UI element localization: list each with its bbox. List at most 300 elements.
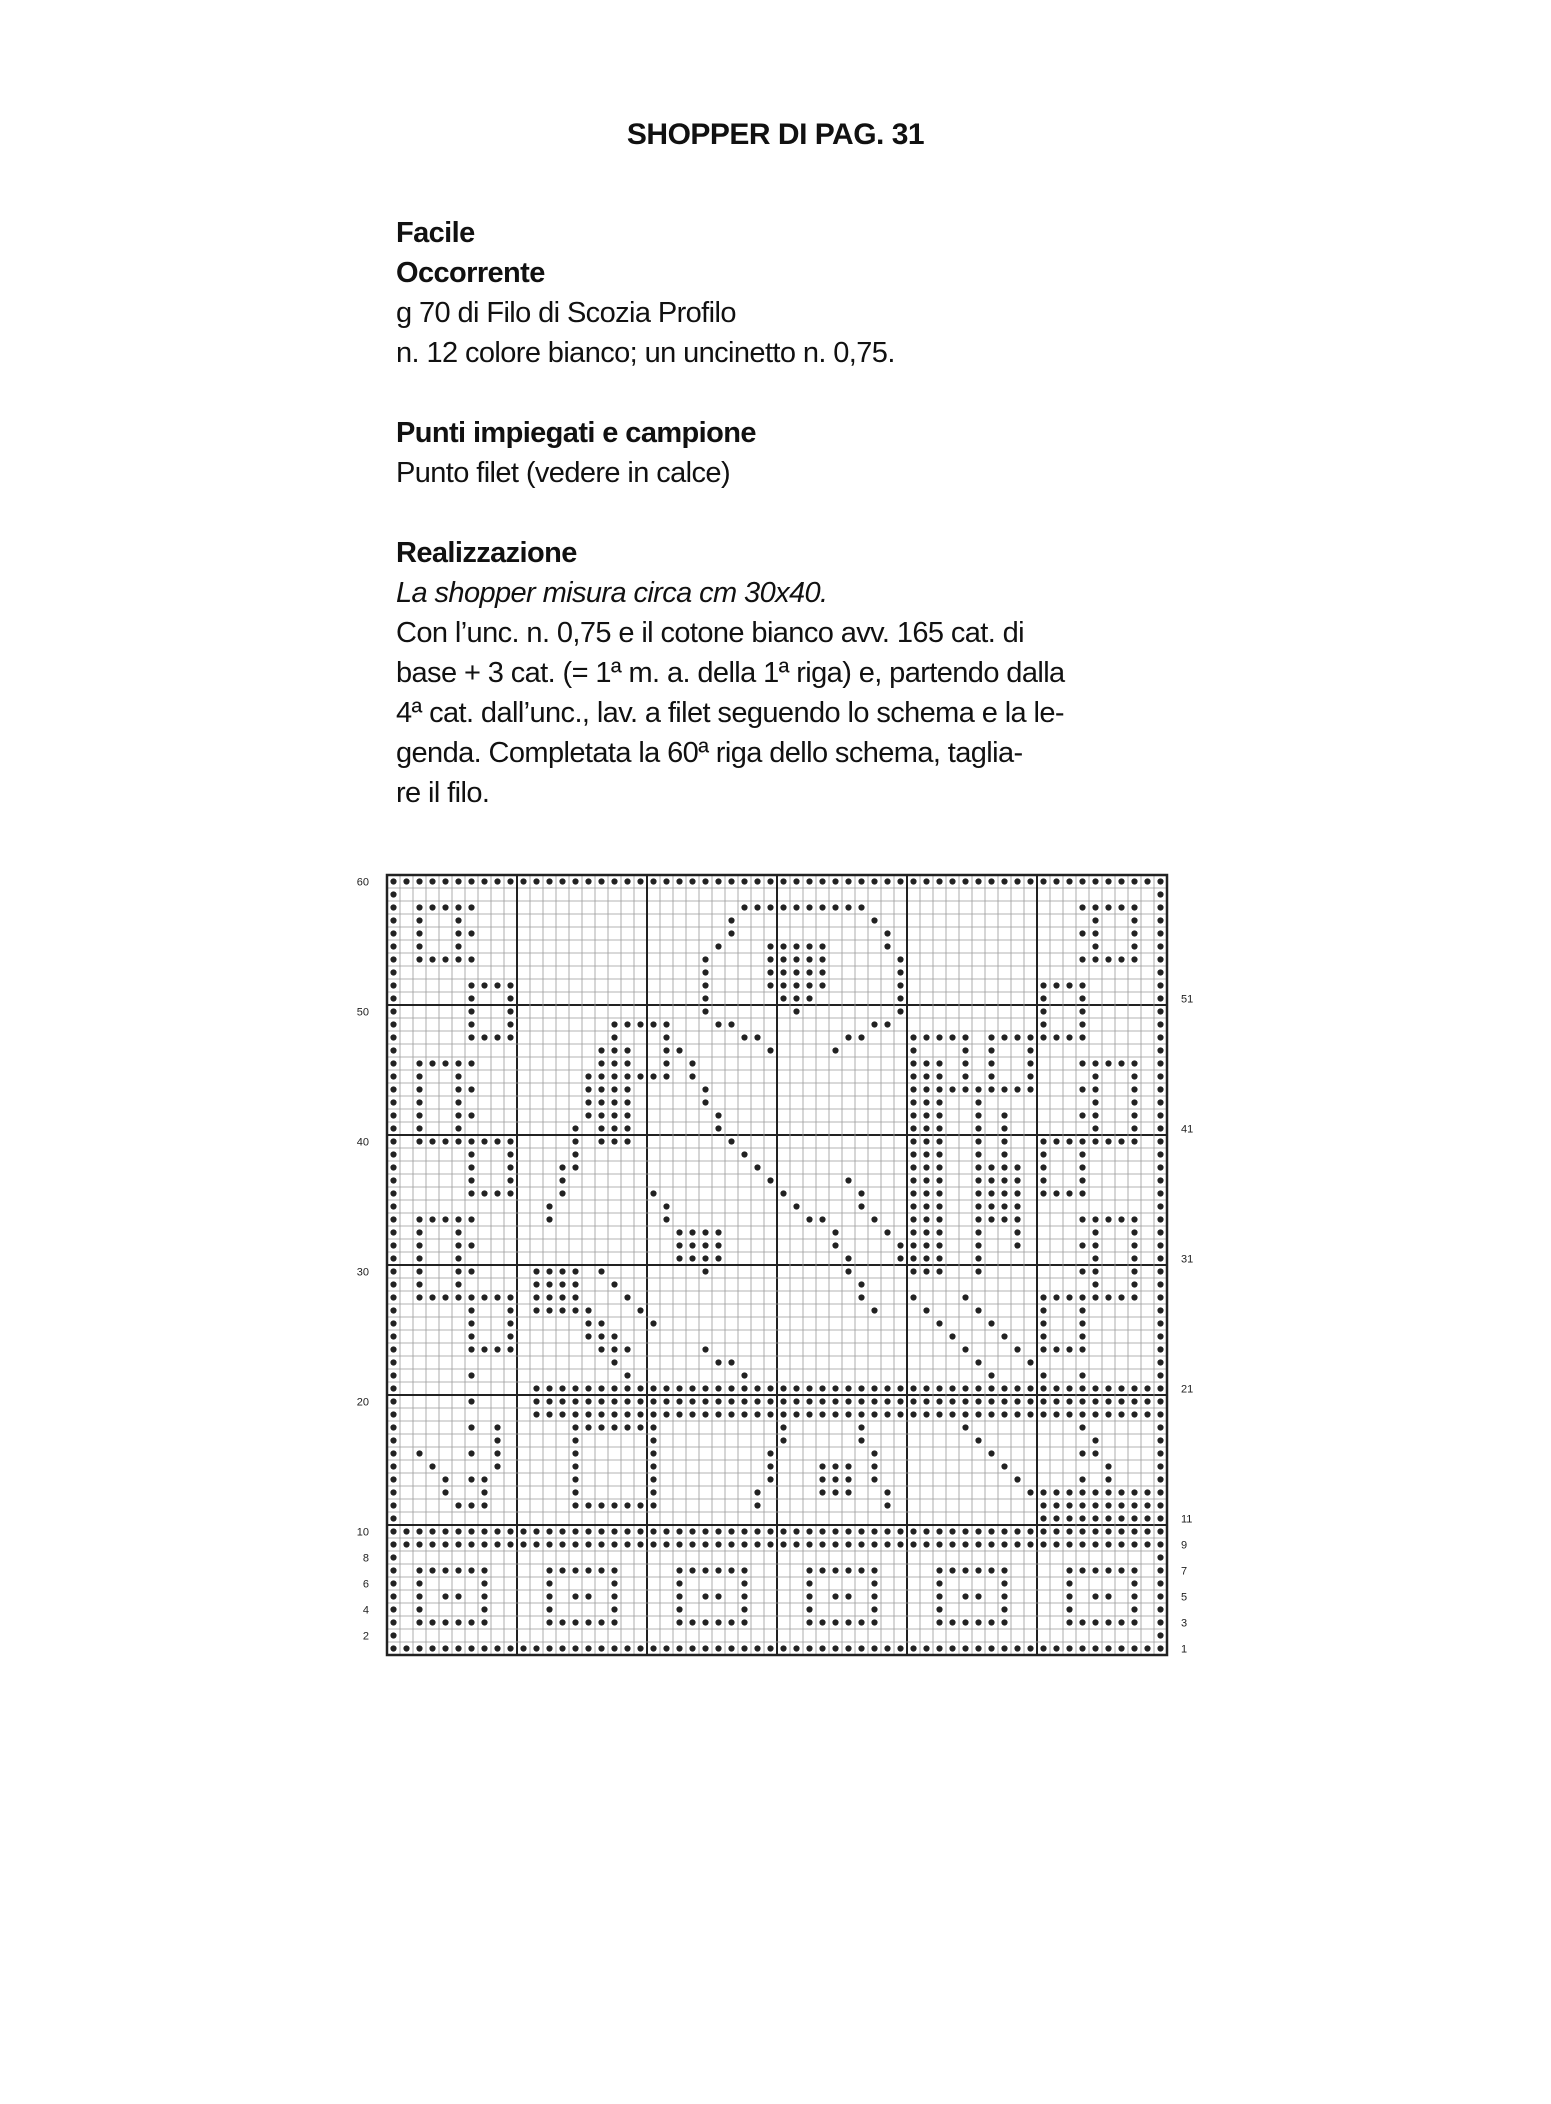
filled-cell	[936, 1567, 942, 1573]
filled-cell	[741, 1619, 747, 1625]
filled-cell	[585, 1320, 591, 1326]
filled-cell	[1001, 1385, 1007, 1391]
filled-cell	[1157, 1476, 1163, 1482]
filled-cell	[1118, 1528, 1124, 1534]
filled-cell	[702, 1385, 708, 1391]
filled-cell	[468, 1541, 474, 1547]
filled-cell	[533, 1398, 539, 1404]
filled-cell	[390, 1008, 396, 1014]
filled-cell	[390, 1632, 396, 1638]
filled-cell	[637, 1021, 643, 1027]
filled-cell	[390, 1515, 396, 1521]
filled-cell	[806, 982, 812, 988]
row-label-right: 31	[1181, 1253, 1194, 1266]
filled-cell	[845, 1567, 851, 1573]
filled-cell	[390, 1151, 396, 1157]
filled-cell	[988, 1411, 994, 1417]
filled-cell	[715, 1411, 721, 1417]
filled-cell	[1157, 1281, 1163, 1287]
filled-cell	[1144, 1411, 1150, 1417]
filled-cell	[546, 1580, 552, 1586]
filled-cell	[559, 1385, 565, 1391]
filled-cell	[1157, 1593, 1163, 1599]
filled-cell	[728, 1541, 734, 1547]
filled-cell	[806, 1411, 812, 1417]
filled-cell	[611, 1580, 617, 1586]
filled-cell	[819, 1541, 825, 1547]
filled-cell	[832, 1047, 838, 1053]
filled-cell	[1079, 1294, 1085, 1300]
filled-cell	[1092, 1450, 1098, 1456]
filled-cell	[936, 1268, 942, 1274]
filled-cell	[390, 1567, 396, 1573]
filled-cell	[611, 878, 617, 884]
filled-cell	[1157, 943, 1163, 949]
filled-cell	[689, 1060, 695, 1066]
filled-cell	[390, 1528, 396, 1534]
filled-cell	[390, 1606, 396, 1612]
filled-cell	[1092, 1060, 1098, 1066]
filled-cell	[923, 1177, 929, 1183]
filled-cell	[1001, 1151, 1007, 1157]
filled-cell	[1066, 1645, 1072, 1651]
filled-cell	[572, 1528, 578, 1534]
filled-cell	[689, 1541, 695, 1547]
filled-cell	[871, 1645, 877, 1651]
filled-cell	[1079, 1619, 1085, 1625]
filled-cell	[728, 1138, 734, 1144]
filled-cell	[559, 1645, 565, 1651]
filled-cell	[936, 1606, 942, 1612]
filled-cell	[910, 1125, 916, 1131]
filled-cell	[1040, 1190, 1046, 1196]
filled-cell	[1040, 1411, 1046, 1417]
filled-cell	[1040, 1151, 1046, 1157]
filled-cell	[975, 1255, 981, 1261]
filled-cell	[806, 1541, 812, 1547]
filled-cell	[1079, 904, 1085, 910]
filled-cell	[637, 1073, 643, 1079]
filled-cell	[962, 878, 968, 884]
filled-cell	[1079, 1060, 1085, 1066]
filled-cell	[1001, 1580, 1007, 1586]
filled-cell	[559, 1541, 565, 1547]
filled-cell	[741, 1567, 747, 1573]
filled-cell	[910, 1216, 916, 1222]
filled-cell	[754, 1411, 760, 1417]
filled-cell	[1092, 1112, 1098, 1118]
filled-cell	[481, 1190, 487, 1196]
filled-cell	[780, 1541, 786, 1547]
filled-cell	[520, 1645, 526, 1651]
filled-cell	[949, 1541, 955, 1547]
filled-cell	[1105, 1463, 1111, 1469]
filled-cell	[689, 1073, 695, 1079]
filled-cell	[1118, 1515, 1124, 1521]
filled-cell	[923, 1086, 929, 1092]
instruction-line: base + 3 cat. (= 1ª m. a. della 1ª riga) e, partendo dalla	[396, 657, 1065, 689]
filled-cell	[1157, 969, 1163, 975]
filled-cell	[650, 1528, 656, 1534]
filled-cell	[962, 1528, 968, 1534]
filled-cell	[1014, 1411, 1020, 1417]
filled-cell	[559, 1164, 565, 1170]
filled-cell	[988, 1372, 994, 1378]
filled-cell	[936, 1242, 942, 1248]
filled-cell	[429, 878, 435, 884]
filled-cell	[845, 904, 851, 910]
filled-cell	[1079, 1151, 1085, 1157]
filled-cell	[1092, 1411, 1098, 1417]
filled-cell	[481, 1619, 487, 1625]
filled-cell	[520, 1528, 526, 1534]
filled-cell	[455, 1125, 461, 1131]
filled-cell	[949, 1385, 955, 1391]
filled-cell	[442, 1138, 448, 1144]
filled-cell	[455, 904, 461, 910]
filled-cell	[403, 1528, 409, 1534]
filled-cell	[1105, 1515, 1111, 1521]
row-label-left: 60	[356, 876, 369, 889]
filled-cell	[884, 878, 890, 884]
filled-cell	[819, 1489, 825, 1495]
filled-cell	[702, 956, 708, 962]
filled-cell	[1157, 1112, 1163, 1118]
filled-cell	[1079, 982, 1085, 988]
row-label-left: 20	[356, 1396, 369, 1409]
filled-cell	[1053, 1398, 1059, 1404]
filled-cell	[455, 1502, 461, 1508]
filled-cell	[845, 1034, 851, 1040]
filled-cell	[1040, 1346, 1046, 1352]
filled-cell	[910, 1138, 916, 1144]
filled-cell	[871, 1385, 877, 1391]
filled-cell	[754, 1541, 760, 1547]
filled-cell	[975, 1437, 981, 1443]
filled-cell	[468, 1216, 474, 1222]
filled-cell	[910, 1294, 916, 1300]
filled-cell	[1105, 1216, 1111, 1222]
filled-cell	[1157, 1411, 1163, 1417]
filled-cell	[1040, 995, 1046, 1001]
filled-cell	[988, 1216, 994, 1222]
filled-cell	[1027, 1385, 1033, 1391]
filled-cell	[390, 1450, 396, 1456]
filled-cell	[819, 1645, 825, 1651]
filled-cell	[832, 1619, 838, 1625]
filled-cell	[988, 1645, 994, 1651]
filled-cell	[1118, 1216, 1124, 1222]
filled-cell	[845, 1489, 851, 1495]
filled-cell	[416, 930, 422, 936]
filled-cell	[819, 1216, 825, 1222]
filled-cell	[390, 1229, 396, 1235]
filled-cell	[923, 1164, 929, 1170]
filled-cell	[1092, 956, 1098, 962]
materials-line: n. 12 colore bianco; un uncinetto n. 0,75.	[396, 337, 895, 369]
filled-cell	[702, 1528, 708, 1534]
filled-cell	[1092, 1385, 1098, 1391]
filled-cell	[962, 1541, 968, 1547]
filled-cell	[416, 1086, 422, 1092]
filled-cell	[780, 1398, 786, 1404]
filled-cell	[923, 1541, 929, 1547]
filled-cell	[1092, 1268, 1098, 1274]
filled-cell	[1027, 1541, 1033, 1547]
filled-cell	[897, 956, 903, 962]
filled-cell	[975, 1541, 981, 1547]
filled-cell	[936, 1255, 942, 1261]
filled-cell	[611, 1411, 617, 1417]
filled-cell	[442, 1593, 448, 1599]
filled-cell	[780, 956, 786, 962]
filled-cell	[1157, 1060, 1163, 1066]
filled-cell	[1014, 1346, 1020, 1352]
filled-cell	[507, 1307, 513, 1313]
filled-cell	[1066, 1567, 1072, 1573]
filled-cell	[754, 1502, 760, 1508]
filled-cell	[793, 1385, 799, 1391]
filled-cell	[390, 1424, 396, 1430]
filled-cell	[1105, 1645, 1111, 1651]
filled-cell	[1118, 1567, 1124, 1573]
filled-cell	[416, 1112, 422, 1118]
filled-cell	[858, 1567, 864, 1573]
filled-cell	[468, 1190, 474, 1196]
filled-cell	[1157, 891, 1163, 897]
filled-cell	[897, 878, 903, 884]
filled-cell	[780, 1190, 786, 1196]
filled-cell	[962, 1346, 968, 1352]
filled-cell	[390, 1281, 396, 1287]
filled-cell	[455, 1099, 461, 1105]
filled-cell	[1118, 956, 1124, 962]
filled-cell	[650, 1424, 656, 1430]
filled-cell	[754, 1398, 760, 1404]
filled-cell	[780, 878, 786, 884]
filled-cell	[949, 1645, 955, 1651]
filled-cell	[858, 1190, 864, 1196]
filled-cell	[663, 1411, 669, 1417]
filled-cell	[676, 1242, 682, 1248]
filled-cell	[767, 1411, 773, 1417]
filled-cell	[871, 1580, 877, 1586]
filled-cell	[611, 1346, 617, 1352]
filled-cell	[728, 917, 734, 923]
filled-cell	[1014, 878, 1020, 884]
filled-cell	[650, 1450, 656, 1456]
filled-cell	[1144, 1515, 1150, 1521]
filled-cell	[611, 1125, 617, 1131]
filled-cell	[1157, 1333, 1163, 1339]
filled-cell	[910, 1086, 916, 1092]
filled-cell	[767, 1385, 773, 1391]
row-label-left: 50	[356, 1006, 369, 1019]
filled-cell	[897, 1385, 903, 1391]
filled-cell	[1014, 1216, 1020, 1222]
filled-cell	[1027, 1073, 1033, 1079]
filled-cell	[1131, 1515, 1137, 1521]
filled-cell	[572, 1593, 578, 1599]
filled-cell	[1001, 1619, 1007, 1625]
filled-cell	[1079, 1177, 1085, 1183]
filled-cell	[832, 878, 838, 884]
filled-cell	[975, 1411, 981, 1417]
filled-cell	[1092, 1099, 1098, 1105]
filled-cell	[702, 1411, 708, 1417]
filled-cell	[741, 1385, 747, 1391]
filled-cell	[1014, 1242, 1020, 1248]
filled-cell	[429, 1294, 435, 1300]
filled-cell	[390, 1086, 396, 1092]
filled-cell	[494, 1541, 500, 1547]
filled-cell	[975, 1645, 981, 1651]
filled-cell	[767, 1047, 773, 1053]
filled-cell	[975, 1203, 981, 1209]
filled-cell	[481, 1489, 487, 1495]
filled-cell	[767, 1450, 773, 1456]
filled-cell	[1001, 1541, 1007, 1547]
filled-cell	[442, 1060, 448, 1066]
filled-cell	[845, 1476, 851, 1482]
filled-cell	[741, 1528, 747, 1534]
filled-cell	[650, 1398, 656, 1404]
filled-cell	[702, 1398, 708, 1404]
filled-cell	[1079, 1216, 1085, 1222]
filled-cell	[481, 1541, 487, 1547]
filled-cell	[390, 1437, 396, 1443]
filled-cell	[390, 891, 396, 897]
filled-cell	[1131, 1112, 1137, 1118]
filled-cell	[988, 1385, 994, 1391]
filled-cell	[611, 1645, 617, 1651]
filled-cell	[949, 878, 955, 884]
filled-cell	[819, 1528, 825, 1534]
filled-cell	[1001, 1034, 1007, 1040]
filled-cell	[1131, 1645, 1137, 1651]
instructions-heading: Realizzazione	[396, 537, 577, 569]
filled-cell	[1157, 1268, 1163, 1274]
filled-cell	[702, 1346, 708, 1352]
filled-cell	[481, 1567, 487, 1573]
filled-cell	[1066, 1528, 1072, 1534]
filled-cell	[1157, 878, 1163, 884]
filled-cell	[806, 969, 812, 975]
filled-cell	[572, 1411, 578, 1417]
filled-cell	[832, 1645, 838, 1651]
filled-cell	[793, 1411, 799, 1417]
filled-cell	[1131, 1073, 1137, 1079]
filled-cell	[468, 1151, 474, 1157]
filled-cell	[520, 1541, 526, 1547]
filled-cell	[897, 1541, 903, 1547]
filled-cell	[1092, 1437, 1098, 1443]
filled-cell	[1053, 1541, 1059, 1547]
filled-cell	[1157, 1203, 1163, 1209]
filled-cell	[1131, 1086, 1137, 1092]
filled-cell	[936, 1099, 942, 1105]
filled-cell	[858, 904, 864, 910]
filled-cell	[468, 956, 474, 962]
filled-cell	[1092, 1567, 1098, 1573]
filled-cell	[1131, 1229, 1137, 1235]
filled-cell	[1079, 1411, 1085, 1417]
filled-cell	[390, 1099, 396, 1105]
filled-cell	[390, 930, 396, 936]
filled-cell	[897, 995, 903, 1001]
filled-cell	[767, 1476, 773, 1482]
filled-cell	[481, 878, 487, 884]
filled-cell	[1157, 1528, 1163, 1534]
filled-cell	[689, 1528, 695, 1534]
filled-cell	[481, 1593, 487, 1599]
filled-cell	[611, 1606, 617, 1612]
filled-cell	[533, 1281, 539, 1287]
filled-cell	[390, 917, 396, 923]
filled-cell	[897, 969, 903, 975]
filled-cell	[871, 1541, 877, 1547]
filled-cell	[1105, 1476, 1111, 1482]
filled-cell	[1001, 1333, 1007, 1339]
filled-cell	[949, 1619, 955, 1625]
filled-cell	[728, 1411, 734, 1417]
filled-cell	[403, 878, 409, 884]
filled-cell	[624, 1021, 630, 1027]
filled-cell	[650, 1073, 656, 1079]
filled-cell	[1092, 1138, 1098, 1144]
filled-cell	[975, 1216, 981, 1222]
filled-cell	[1118, 1411, 1124, 1417]
filled-cell	[507, 1008, 513, 1014]
filled-cell	[832, 1242, 838, 1248]
filled-cell	[702, 1008, 708, 1014]
filled-cell	[442, 1541, 448, 1547]
filled-cell	[897, 1411, 903, 1417]
filled-cell	[1157, 1320, 1163, 1326]
filled-cell	[546, 1619, 552, 1625]
filled-cell	[1027, 1060, 1033, 1066]
filled-cell	[819, 1476, 825, 1482]
filled-cell	[598, 1268, 604, 1274]
filled-cell	[884, 1398, 890, 1404]
filled-cell	[962, 1385, 968, 1391]
filled-cell	[949, 1398, 955, 1404]
filled-cell	[910, 1398, 916, 1404]
filled-cell	[702, 1645, 708, 1651]
filled-cell	[702, 1255, 708, 1261]
filled-cell	[728, 1021, 734, 1027]
filled-cell	[910, 1073, 916, 1079]
filled-cell	[390, 1411, 396, 1417]
filled-cell	[624, 1398, 630, 1404]
filled-cell	[1092, 1086, 1098, 1092]
filled-cell	[819, 1463, 825, 1469]
filled-cell	[1157, 1242, 1163, 1248]
filled-cell	[988, 1164, 994, 1170]
filled-cell	[637, 1541, 643, 1547]
filled-cell	[390, 1320, 396, 1326]
filled-cell	[1157, 1190, 1163, 1196]
filled-cell	[923, 1398, 929, 1404]
filled-cell	[767, 1398, 773, 1404]
filled-cell	[1118, 904, 1124, 910]
filled-cell	[416, 1281, 422, 1287]
filled-cell	[741, 904, 747, 910]
filled-cell	[390, 1489, 396, 1495]
filled-cell	[871, 917, 877, 923]
filled-cell	[1040, 1138, 1046, 1144]
filled-cell	[559, 1281, 565, 1287]
